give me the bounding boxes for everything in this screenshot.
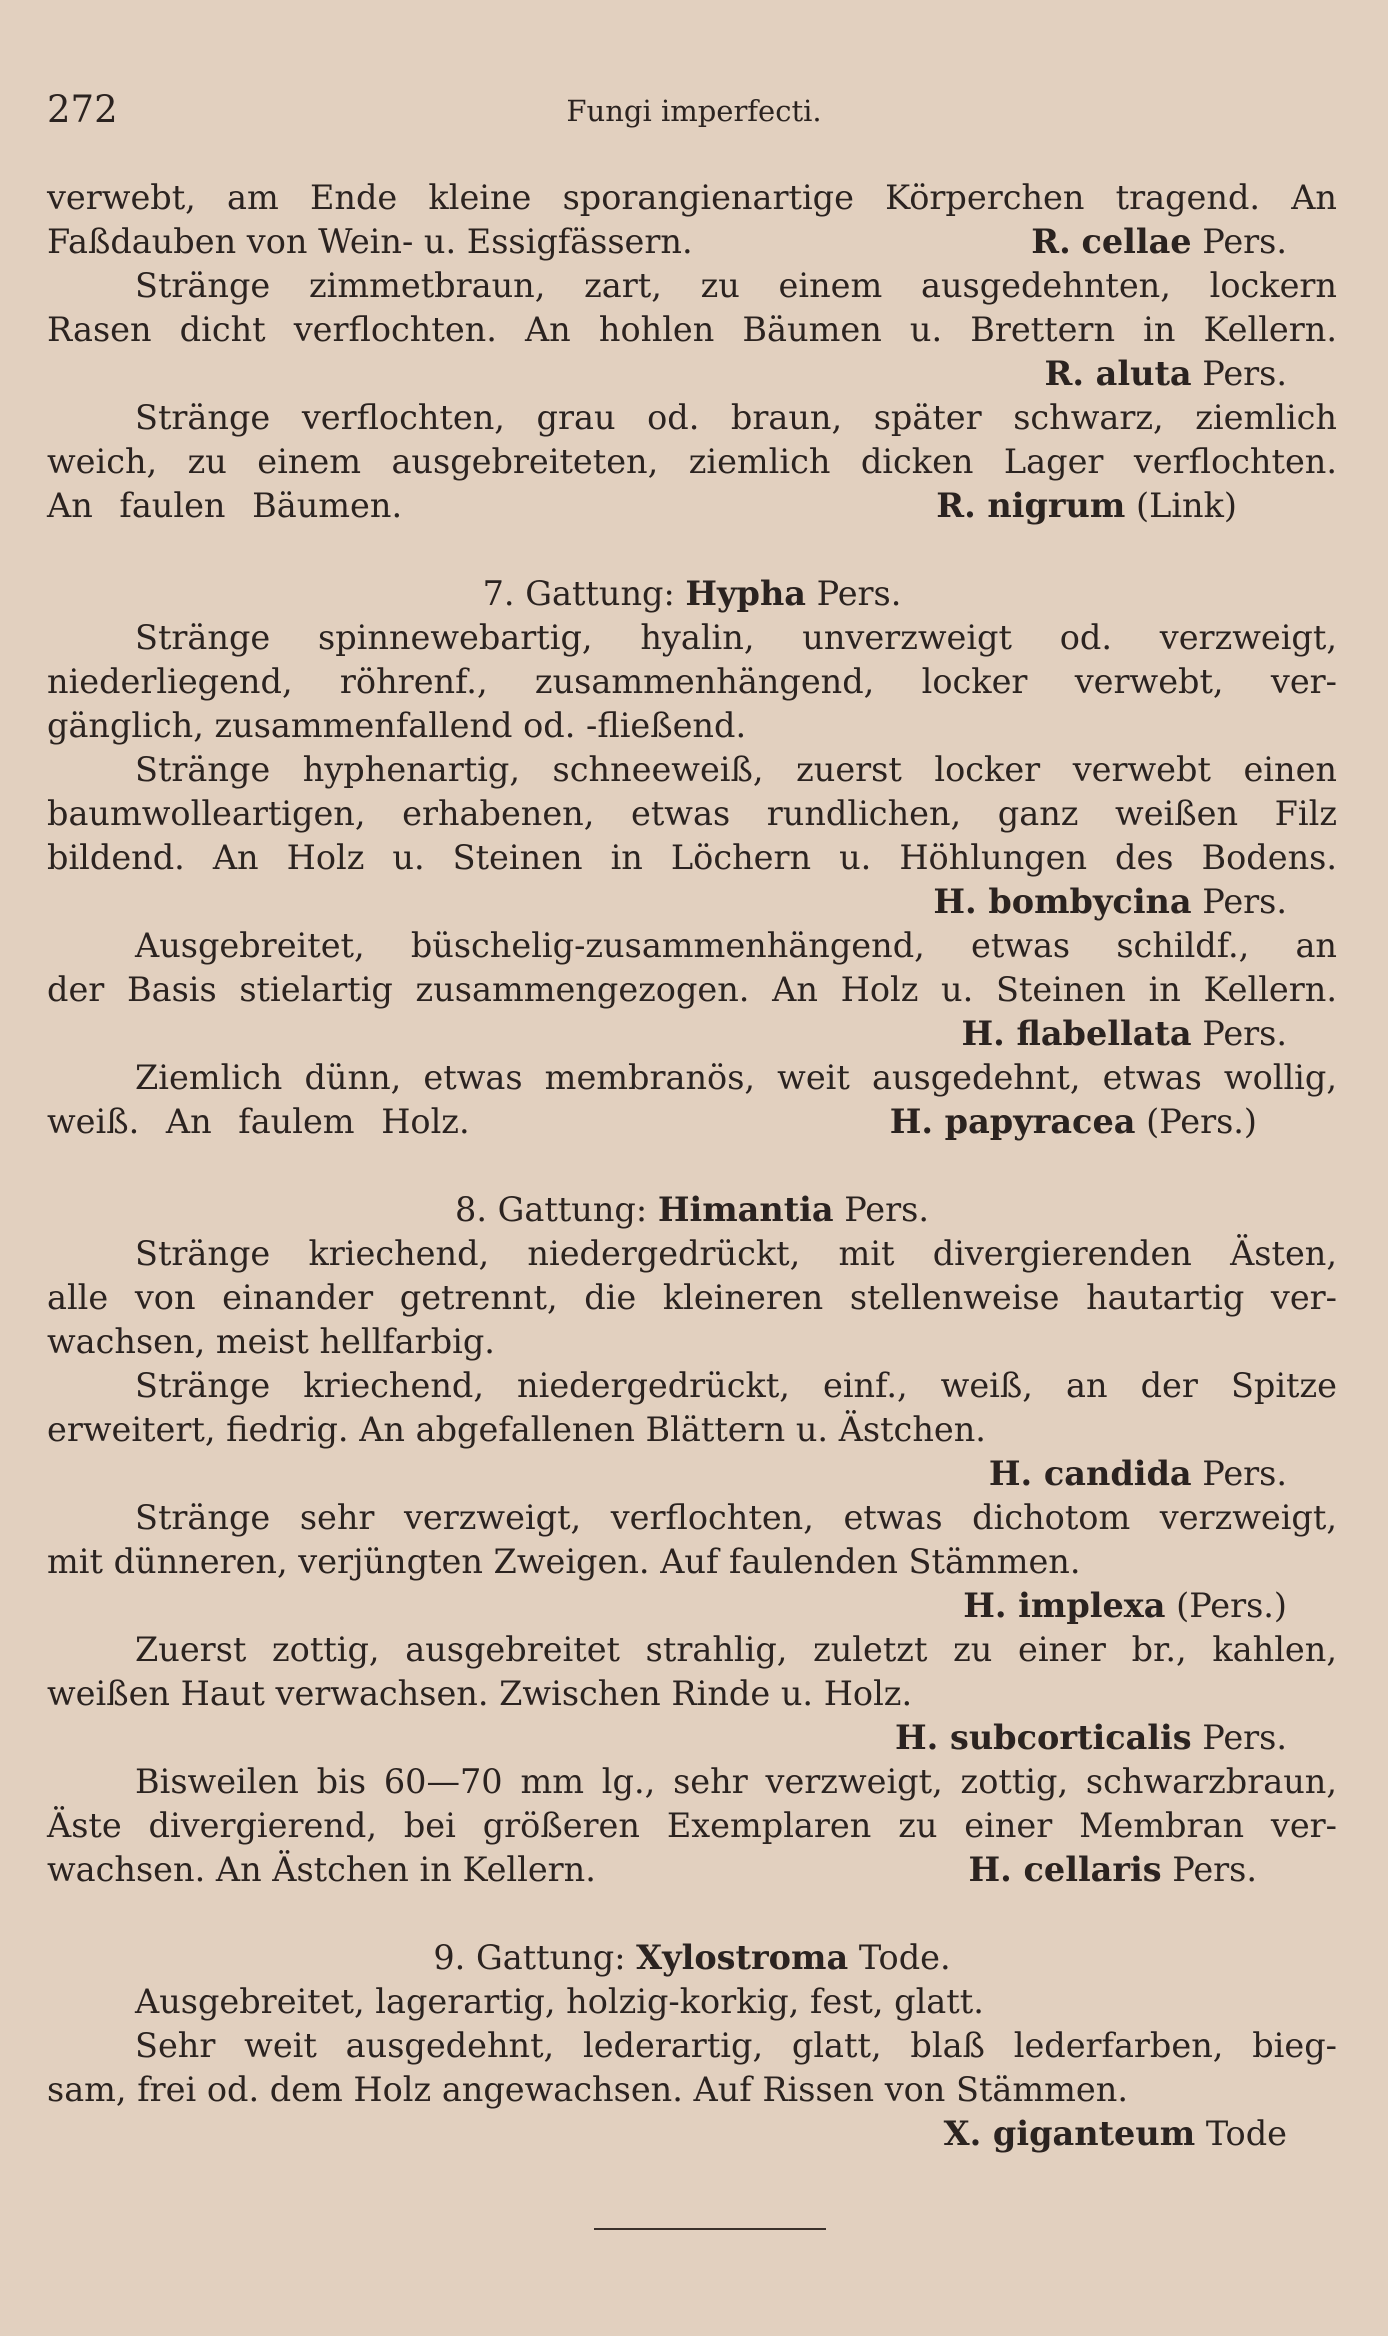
species-binomial: R. aluta (1044, 354, 1192, 393)
text-line: Stränge hyphenartig, schneeweiß, zuerst locker verwebt einen (135, 750, 1337, 789)
text-line: weißen Haut verwachsen. Zwischen Rinde u. Holz. (47, 1674, 913, 1713)
species-name (47, 1452, 1337, 1496)
text-line: Ziemlich dünn, etwas membranös, weit ausgedehnt, etwas wollig, (135, 1058, 1337, 1097)
text-line: Stränge spinnewebartig, hyalin, unverzweigt od. verzweigt, (135, 618, 1337, 657)
text-line: weiß. An faulem Holz. (47, 1102, 470, 1141)
species-name (47, 2112, 1337, 2156)
species-name (936, 484, 1237, 528)
species-name (47, 1716, 1337, 1760)
species-author: Pers. (1202, 882, 1287, 921)
species-name (890, 1100, 1257, 1144)
text-line: bildend. An Holz u. Steinen in Löchern u. Höhlungen des Bodens. (47, 838, 1337, 877)
page-header (47, 88, 1341, 138)
text-line-with-species (47, 1848, 1337, 1892)
text-line: Stränge zimmetbraun, zart, zu einem ausgedehnten, lockern (135, 266, 1337, 305)
species-name (47, 352, 1337, 396)
text-line: erweitert, fiedrig. An abgefallenen Blättern u. Ästchen. (47, 1410, 986, 1449)
species-author: (Link) (1136, 486, 1237, 525)
genus-heading (47, 1936, 1337, 1980)
text-line: Stränge verflochten, grau od. braun, später schwarz, ziemlich (135, 398, 1337, 437)
genus-heading (47, 1188, 1337, 1232)
end-rule (594, 2228, 826, 2230)
genus-number: 9. Gattung: (433, 1938, 626, 1977)
species-binomial: X. giganteum (943, 2114, 1196, 2153)
species-author: Tode (1205, 2114, 1287, 2153)
species-binomial: H. candida (988, 1454, 1192, 1493)
text-line: Faßdauben von Wein- u. Essigfässern. (47, 222, 693, 261)
species-author: Pers. (1202, 354, 1287, 393)
species-binomial: H. implexa (963, 1586, 1166, 1625)
text-line-with-species (47, 220, 1337, 264)
text-line: weich, zu einem ausgebreiteten, ziemlich dicken Lager verflochten. (47, 442, 1337, 481)
species-author: Pers. (1202, 1454, 1287, 1493)
text-line: Stränge sehr verzweigt, verflochten, etwas dichotom verzweigt, (135, 1498, 1337, 1537)
genus-name: Hypha (685, 574, 807, 613)
genus-name: Himantia (657, 1190, 834, 1229)
text-line: Bisweilen bis 60—70 mm lg., sehr verzweigt, zottig, schwarzbraun, (135, 1762, 1337, 1801)
text-line: niederliegend, röhrenf., zusammenhängend, locker verwebt, ver- (47, 662, 1337, 701)
species-name (1031, 220, 1287, 264)
text-line: Sehr weit ausgedehnt, lederartig, glatt, blaß lederfarben, bieg- (135, 2026, 1337, 2065)
species-name (47, 1584, 1337, 1628)
genus-author: Pers. (844, 1190, 929, 1229)
text-line: Ausgebreitet, lagerartig, holzig-korkig, fest, glatt. (135, 1982, 984, 2021)
text-line: gänglich, zusammenfallend od. -fließend. (47, 706, 747, 745)
species-name (47, 1012, 1337, 1056)
species-author: Pers. (1202, 222, 1287, 261)
species-author: (Pers.) (1176, 1586, 1287, 1625)
species-binomial: H. bombycina (933, 882, 1192, 921)
species-binomial: H. cellaris (968, 1850, 1162, 1889)
species-author: (Pers.) (1146, 1102, 1257, 1141)
species-binomial: H. papyracea (889, 1102, 1136, 1141)
text-line: Zuerst zottig, ausgebreitet strahlig, zuletzt zu einer br., kahlen, (135, 1630, 1337, 1669)
genus-number: 8. Gattung: (455, 1190, 648, 1229)
text-line: mit dünneren, verjüngten Zweigen. Auf faulenden Stämmen. (47, 1542, 1081, 1581)
species-author: Pers. (1202, 1718, 1287, 1757)
species-name (969, 1848, 1257, 1892)
species-binomial: H. flabellata (961, 1014, 1192, 1053)
text-line: sam, frei od. dem Holz angewachsen. Auf Rissen von Stämmen. (47, 2070, 1128, 2109)
text-line: Stränge kriechend, niedergedrückt, mit divergierenden Ästen, (135, 1234, 1337, 1273)
genus-number: 7. Gattung: (482, 574, 675, 613)
page-body (47, 176, 1337, 2156)
species-author: Pers. (1172, 1850, 1257, 1889)
page-number: 272 (47, 88, 118, 131)
text-line: verwebt, am Ende kleine sporangienartige Körperchen tragend. An (47, 178, 1337, 217)
genus-author: Tode. (858, 1938, 951, 1977)
species-genus-abbrev: R. (1031, 222, 1071, 261)
running-title: Fungi imperfecti. (566, 94, 822, 128)
species-binomial: R. nigrum (936, 486, 1126, 525)
text-line: Rasen dicht verflochten. An hohlen Bäumen u. Brettern in Kellern. (47, 310, 1337, 349)
species-name (47, 880, 1337, 924)
text-line: An faulen Bäumen. (47, 486, 403, 525)
text-line: baumwolleartigen, erhabenen, etwas rundlichen, ganz weißen Filz (47, 794, 1337, 833)
genus-heading (47, 572, 1337, 616)
text-line-with-species (47, 484, 1337, 528)
text-line: alle von einander getrennt, die kleineren stellenweise hautartig ver- (47, 1278, 1337, 1317)
text-line: Ausgebreitet, büschelig-zusammenhängend, etwas schildf., an (135, 926, 1337, 965)
genus-author: Pers. (816, 574, 902, 613)
genus-name: Xylostroma (636, 1938, 849, 1977)
species-binomial: H. subcorticalis (894, 1718, 1192, 1757)
text-line: der Basis stielartig zusammengezogen. An Holz u. Steinen in Kellern. (47, 970, 1337, 1009)
text-line-with-species (47, 1100, 1337, 1144)
text-line: wachsen. An Ästchen in Kellern. (47, 1850, 596, 1889)
text-line: Stränge kriechend, niedergedrückt, einf., weiß, an der Spitze (135, 1366, 1337, 1405)
text-line: Äste divergierend, bei größeren Exemplaren zu einer Membran ver- (47, 1806, 1337, 1845)
text-line: wachsen, meist hellfarbig. (47, 1322, 495, 1361)
species-author: Pers. (1202, 1014, 1287, 1053)
species-epithet: cellae (1081, 222, 1192, 261)
